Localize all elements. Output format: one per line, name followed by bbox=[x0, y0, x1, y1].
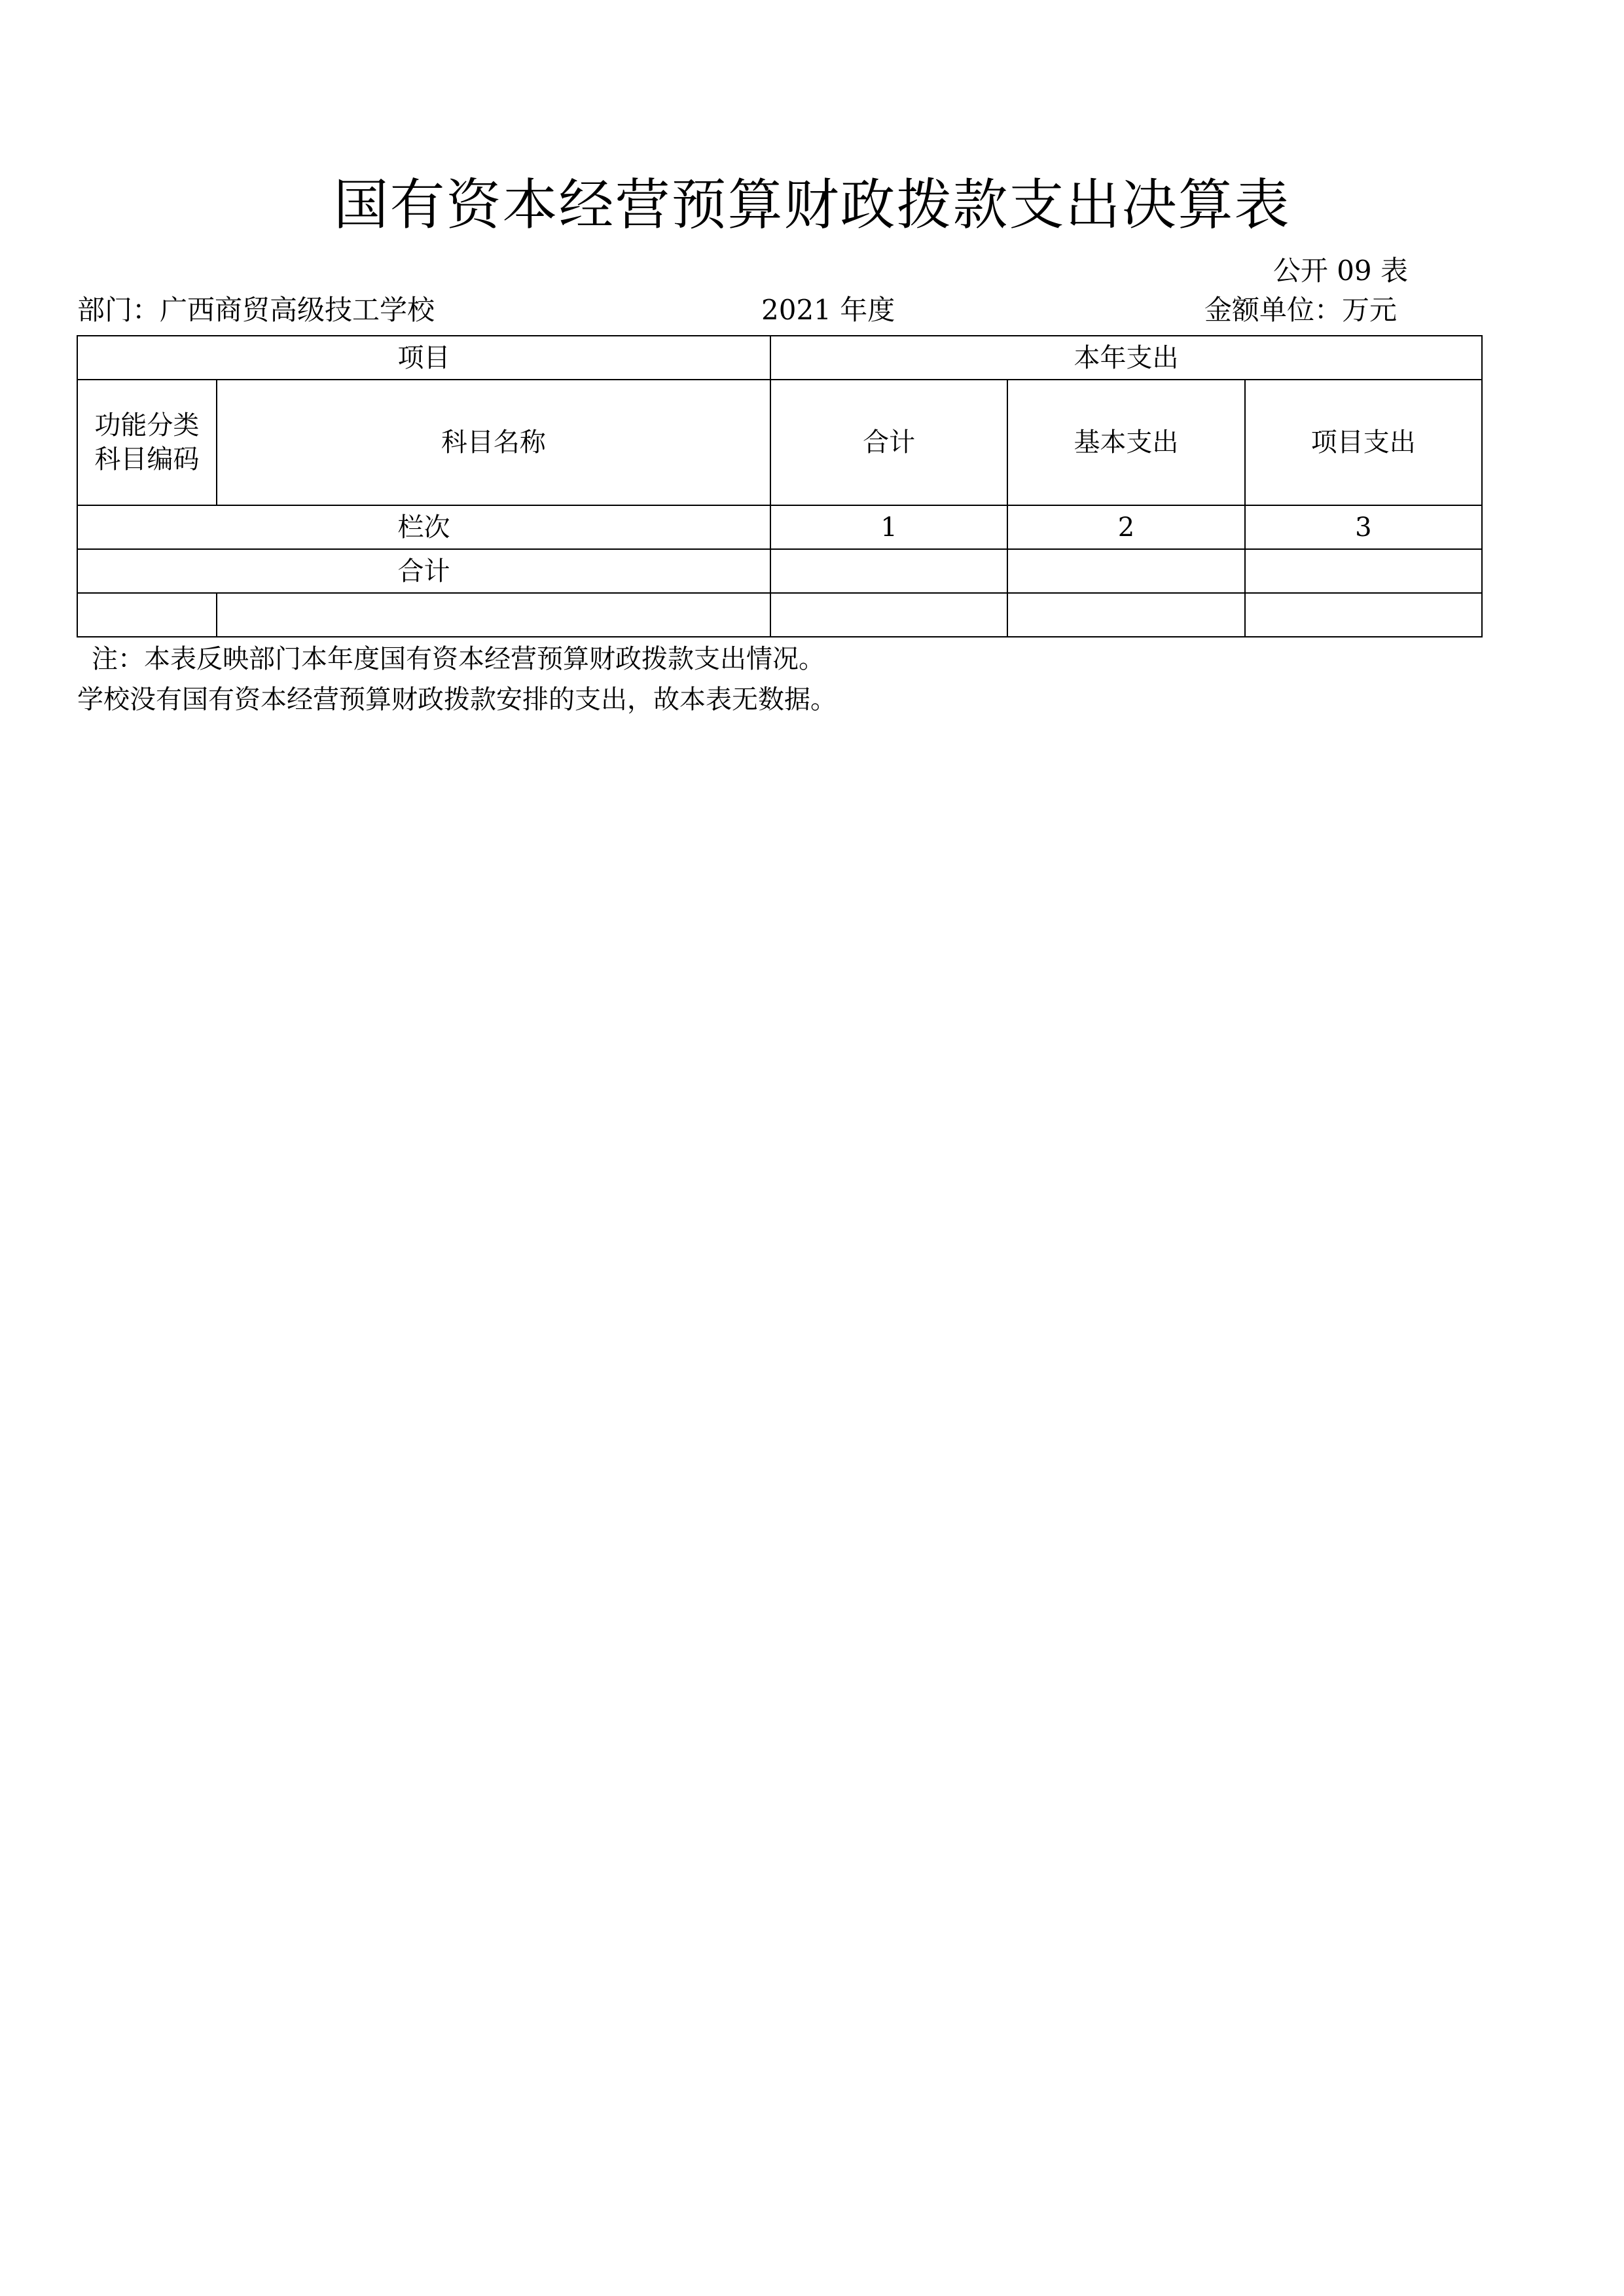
header-subject-name: 科目名称 bbox=[217, 380, 770, 505]
budget-table bbox=[77, 335, 1483, 637]
total-value-1 bbox=[770, 549, 1007, 593]
header-basic-expenditure: 基本支出 bbox=[1007, 380, 1244, 505]
header-current-year: 本年支出 bbox=[770, 336, 1482, 380]
column-index-3: 3 bbox=[1245, 505, 1482, 549]
header-function-code bbox=[77, 380, 217, 505]
header-function-code-line2: 科目编码 bbox=[94, 444, 200, 475]
column-index-1: 1 bbox=[770, 505, 1007, 549]
header-project-expenditure: 项目支出 bbox=[1245, 380, 1482, 505]
note-no-data: 学校没有国有资本经营预算财政拨款安排的支出，故本表无数据。 bbox=[77, 685, 837, 715]
total-label: 合计 bbox=[77, 549, 770, 593]
total-row bbox=[77, 549, 1482, 593]
table-cell bbox=[217, 593, 770, 637]
total-value-2 bbox=[1007, 549, 1244, 593]
header-total: 合计 bbox=[770, 380, 1007, 505]
column-index-label: 栏次 bbox=[77, 505, 770, 549]
header-row-top bbox=[77, 336, 1482, 380]
fiscal-year: 2021 年度 bbox=[761, 294, 895, 326]
page-title: 国有资本经营预算财政拨款支出决算表 bbox=[333, 173, 1291, 237]
table-cell bbox=[770, 593, 1007, 637]
header-row-columns bbox=[77, 380, 1482, 505]
table-cell bbox=[1007, 593, 1244, 637]
notes bbox=[77, 639, 837, 720]
form-number: 公开 09 表 bbox=[1272, 255, 1408, 287]
note-scope: 注：本表反映部门本年度国有资本经营预算财政拨款支出情况。 bbox=[92, 644, 825, 674]
header-item: 项目 bbox=[77, 336, 770, 380]
column-index-2: 2 bbox=[1007, 505, 1244, 549]
department-label: 部门：广西商贸高级技工学校 bbox=[77, 294, 435, 326]
amount-unit: 金额单位：万元 bbox=[1204, 294, 1398, 326]
table-cell bbox=[77, 593, 217, 637]
table-cell bbox=[1245, 593, 1482, 637]
column-index-row bbox=[77, 505, 1482, 549]
table-row bbox=[77, 593, 1482, 637]
total-value-3 bbox=[1245, 549, 1482, 593]
header-function-code-line1: 功能分类 bbox=[94, 410, 200, 440]
